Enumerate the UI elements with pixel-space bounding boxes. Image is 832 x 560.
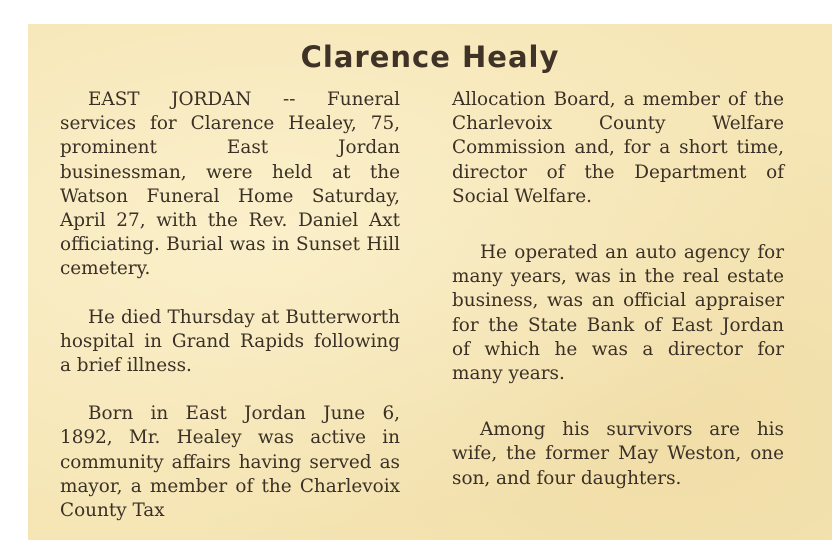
newspaper-clipping (28, 24, 832, 540)
article-paragraph-2: He died Thursday at Butterworth hospital in Grand Rapids following a brief illness. (60, 306, 400, 377)
article-paragraph-4: He operated an auto agency for many years, was in the real estate business, was an official appraiser for the State Bank of East Jordan of which he was a director for many years. (452, 242, 784, 385)
article-paragraph-3-continued: Allocation Board, a member of the Charlevoix County Welfare Commission and, for a short time, director of the Department of Social Welfare. (452, 89, 784, 207)
article-headline: Clarence Healy (300, 40, 560, 74)
article-paragraph-5: Among his survivors are his wife, the former May Weston, one son, and four daughters. (452, 419, 784, 489)
article-column-right (452, 88, 784, 491)
article-paragraph-3: Born in East Jordan June 6, 1892, Mr. Healey was active in community affairs having served as mayor, a member of the Charlevoix County Tax (60, 403, 400, 522)
article-column-left (60, 88, 400, 523)
article-paragraph-1: EAST JORDAN -- Funeral services for Clarence Healey, 75, prominent East Jordan businessman, were held at the Watson Funeral Home Saturday, April 27, with the Rev. Daniel Axt officiating. Burial was in Sunset Hill cemetery. (60, 89, 400, 280)
